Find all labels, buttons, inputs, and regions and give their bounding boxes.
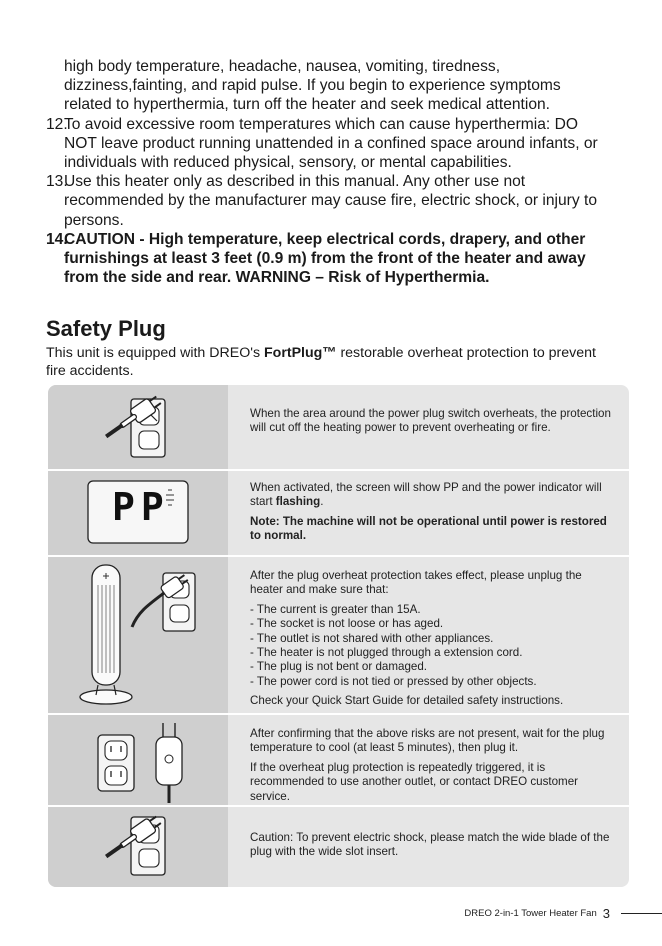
row-paragraph: If the overheat plug protection is repeatedly triggered, it is recommended to use another outlet, or contact DREO customer service. <box>250 760 579 803</box>
list-item-12 <box>46 115 612 173</box>
row-description <box>250 481 615 510</box>
list-item-14 <box>46 230 612 288</box>
outlet-and-plug-icon <box>48 715 228 805</box>
intro-text: restorable overheat protection to prevent fire accidents. <box>46 345 596 379</box>
table-row <box>48 715 629 805</box>
list-item-13 <box>46 172 612 230</box>
table-row <box>48 471 629 555</box>
row-text <box>250 831 615 860</box>
table-row <box>48 557 629 713</box>
row-text <box>250 481 615 544</box>
check-item: - The outlet is not shared with other appliances. <box>250 631 494 645</box>
row-description: Caution: To prevent electric shock, please match the wide blade of the plug with the wide slot insert. <box>250 831 610 859</box>
row-text <box>250 569 615 709</box>
plug-in-outlet-icon <box>48 557 228 713</box>
row-note: Note: The machine will not be operational until power is restored to normal. <box>250 514 607 543</box>
row-closing: Check your Quick Start Guide for detailed safety instructions. <box>250 694 564 708</box>
pp-display-text: PP <box>112 485 170 529</box>
illustration-cell <box>48 807 228 887</box>
row-paragraph: After confirming that the above risks are not present, wait for the plug temperature to cool (at least 5 minutes), then plug it. <box>250 727 605 755</box>
page-number: 3 <box>602 906 610 921</box>
description-text: . <box>320 495 324 509</box>
row-text <box>250 407 615 436</box>
page-footer <box>464 906 610 921</box>
item-text: To avoid excessive room temperatures which can cause hyperthermia: DO NOT leave product running unattended in a confined space around infants, or individuals with reduced physical, sensory, or mental capabilities. <box>64 115 598 172</box>
description-text: When activated, the screen will show PP and the power indicator will start <box>250 481 602 509</box>
intro-text: This unit is equipped with DREO's <box>46 345 264 361</box>
item-number: 14. <box>46 230 68 248</box>
footer-rule <box>621 913 662 914</box>
footer-label: DREO 2-in-1 Tower Heater Fan <box>464 908 597 919</box>
plug-in-outlet-icon <box>48 385 228 469</box>
check-item: - The heater is not plugged through a extension cord. <box>250 646 523 660</box>
row-intro: After the plug overheat protection takes effect, please unplug the heater and make sure that: <box>250 569 582 597</box>
safety-plug-table <box>48 385 629 887</box>
check-item: - The current is greater than 15A. <box>250 602 421 616</box>
illustration-cell <box>48 715 228 805</box>
list-continuation-line: dizziness,fainting, and rapid pulse. If you begin to experience symptoms <box>64 77 561 95</box>
item-number: 13. <box>46 173 68 191</box>
list-continuation-line: high body temperature, headache, nausea, vomiting, tiredness, <box>64 58 501 75</box>
row-description: When the area around the power plug switch overheats, the protection will cut off the heating power to prevent overheating or fire. <box>250 407 611 435</box>
safety-instructions-list <box>46 57 612 287</box>
item-text: CAUTION - High temperature, keep electrical cords, drapery, and other furnishings at least 3 feet (0.9 m) from the front of the heater and away from the side and rear. WARNING – Risk of Hyperthermia. <box>64 230 586 287</box>
check-item: - The plug is not bent or damaged. <box>250 660 428 674</box>
brand-name: FortPlug™ <box>263 345 337 361</box>
item-text: Use this heater only as described in this manual. Any other use not recommended by the manufacturer may cause fire, electric shock, or injury to persons. <box>64 173 598 229</box>
check-item: - The socket is not loose or has aged. <box>250 617 444 631</box>
plug-in-outlet-icon <box>48 807 228 887</box>
section-title: Safety Plug <box>46 316 166 341</box>
table-row <box>48 807 629 887</box>
illustration-cell <box>48 471 228 555</box>
section-intro <box>46 344 616 380</box>
table-row <box>48 385 629 469</box>
illustration-cell <box>48 557 228 713</box>
row-text <box>250 727 615 804</box>
list-continuation-line: related to hyperthermia, turn off the heater and seek medical attention. <box>64 96 551 114</box>
item-number: 12. <box>46 115 68 133</box>
flashing-emphasis: flashing <box>275 495 321 509</box>
illustration-cell <box>48 385 228 469</box>
check-item: - The power cord is not tied or pressed by other objects. <box>250 674 537 688</box>
